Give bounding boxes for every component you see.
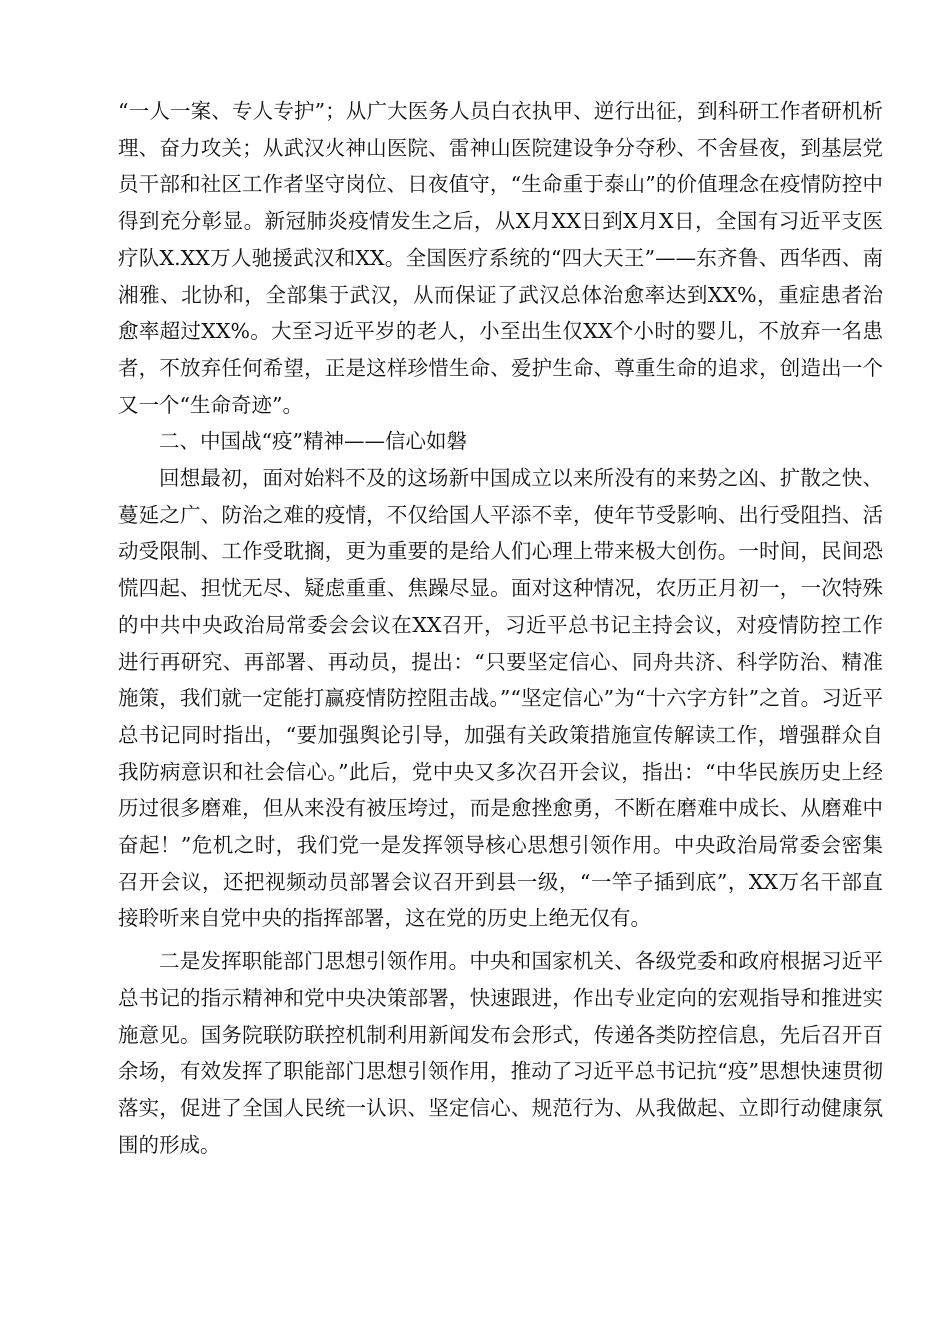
paragraph: 二是发挥职能部门思想引领作用。中央和国家机关、各级党委和政府根据习近平总书记的指示精神和党中央决策部署，快速跟进，作出专业定向的宏观指导和推进实施意见。国务院联防联控机制利用新闻发布会形式，传递各类防控信息，先后召开百余场，有效发挥了职能部门思想引领作用，推动了习近平总书记抗“疫”思想快速贯彻落实，促进了全国人民统一认识、坚定信心、规范行为、从我做起、立即行动健康氛围的形成。	[118, 949, 883, 1157]
paragraph: 回想最初，面对始料不及的这场新中国成立以来所没有的来势之凶、扩散之快、蔓延之广、防治之难的疫情，不仅给国人平添不幸，使年节受影响、出行受阻挡、活动受限制、工作受耽搁，更为重要的是给人们心理上带来极大创伤。一时间，民间恐慌四起、担忧无尽、疑虑重重、焦躁尽显。面对这种情况，农历正月初一，一次特殊的中共中央政治局常委会会议在XX召开，习近平总书记主持会议，对疫情防控工作进行再研究、再部署、再动员，提出：“只要坚定信心、同舟共济、科学防治、精准施策，我们就一定能打赢疫情防控阻击战。”“坚定信心”为“十六字方针”之首。习近平总书记同时指出，“要加强舆论引导，加强有关政策措施宣传解读工作，增强群众自我防病意识和社会信心。”此后，党中央又多次召开会议，指出：“中华民族历史上经历过很多磨难，但从来没有被压垮过，而是愈挫愈勇，不断在磨难中成长、从磨难中奋起！”危机之时，我们党一是发挥领导核心思想引领作用。中央政治局常委会密集召开会议，还把视频动员部署会议召开到县一级，“一竿子插到底”，XX万名干部直接聆听来自党中央的指挥部署，这在党的历史上绝无仅有。	[118, 466, 883, 931]
document-body	[118, 93, 883, 1163]
paragraph-continuation: “一人一案、专人专护”；从广大医务人员白衣执甲、逆行出征，到科研工作者研机析理、奋力攻关；从武汉火神山医院、雷神山医院建设争分夺秒、不舍昼夜，到基层党员干部和社区工作者坚守岗位、日夜值守，“生命重于泰山”的价值理念在疫情防控中得到充分彰显。新冠肺炎疫情发生之后，从X月XX日到X月X日，全国有习近平支医疗队X.XX万人驰援武汉和XX。全国医疗系统的“四大天王”——东齐鲁、西华西、南湘雅、北协和，全部集于武汉，从而保证了武汉总体治愈率达到XX%，重症患者治愈率超过XX%。大至习近平岁的老人，小至出生仅XX个小时的婴儿，不放弃一名患者，不放弃任何希望，正是这样珍惜生命、爱护生命、尊重生命的追求，创造出一个又一个“生命奇迹”。	[118, 99, 883, 417]
section-heading: 二、中国战“疫”精神——信心如磐	[159, 429, 467, 454]
